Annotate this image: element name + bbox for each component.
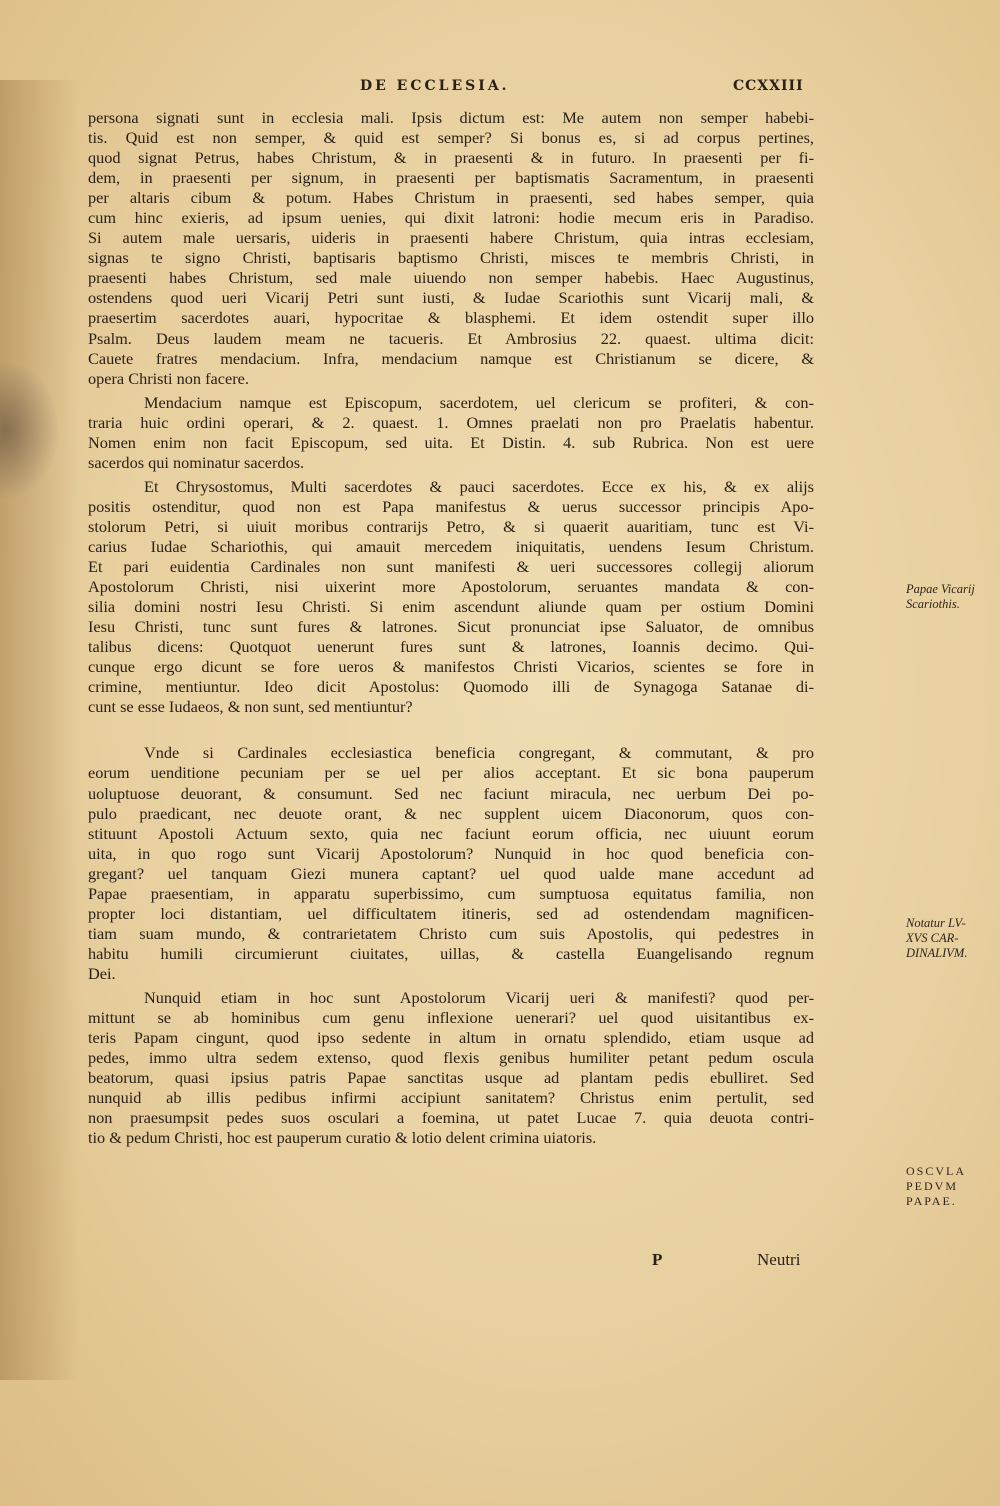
paragraph [88, 743, 814, 984]
text-line: Papae praesentiam, in apparatu superbissimo, cum sumptuosa equitatus familia, non [88, 883, 814, 903]
text-line: sacerdos qui nominatur sacerdos. [88, 452, 305, 472]
text-line: Dei. [88, 963, 116, 983]
text-line: gregant? uel tanquam Giezi munera captant? uel quod ualde mane accedunt ad [88, 863, 814, 883]
text-line: talibus dicens: Quotquot uenerunt fures sunt & latrones, Ioannis decimo. Qui- [88, 637, 814, 657]
text-line: pedes, immo ultra sedem extenso, quod flexis genibus humiliter petant pedum oscula [88, 1048, 814, 1068]
marginal-note-line: Scariothis. [906, 597, 960, 611]
text-line: Apostolorum Christi, nisi uixerint more Apostolorum, seruantes mandata & con- [88, 577, 814, 597]
text-line: tiam suam mundo, & contrarietatem Christo cum suis Apostolis, qui pedestres in [88, 923, 814, 943]
marginal-note-line: DINALIVM. [906, 946, 968, 960]
text-line: Nomen enim non facit Episcopum, sed uita. Et Distin. 4. sub Rubrica. Non est uere [88, 432, 814, 452]
text-line: stolorum Petri, si uiuit moribus contrarijs Petro, & si quaerit auaritiam, tunc est Vi- [88, 516, 814, 536]
running-header [0, 78, 1000, 102]
text-line: cunt se esse Iudaeos, & non sunt, sed mentiuntur? [88, 697, 413, 717]
text-line: quod signat Petrus, habes Christum, & in praesenti & in futuro. In praesenti per fi- [88, 148, 814, 168]
text-line: Mendacium namque est Episcopum, sacerdotem, uel clericum se profiteri, & con- [144, 392, 814, 412]
marginal-note-lvxvs [906, 916, 967, 961]
running-title: DE ECCLESIA. [360, 78, 510, 94]
text-line: Iesu Christi, tunc sunt fures & latrones. Sicut pronunciat ipse Saluator, de omnibus [88, 617, 814, 637]
paragraph [88, 108, 814, 389]
text-line: habitu humili circumierunt ciuitates, uillas, & castella Euangelisando regnum [88, 943, 814, 963]
text-line: non praesumpsit pedes suos osculari a foemina, ut patet Lucae 7. quia deuota contri- [88, 1108, 814, 1128]
text-line: ostendens quod ueri Vicarij Petri sunt iusti, & Iudae Scariothis sunt Vicarij mali, & [88, 288, 814, 308]
marginal-note-line: XVS CAR- [906, 931, 959, 945]
text-line: tio & pedum Christi, hoc est pauperum curatio & lotio delent crimina uiatoris. [88, 1128, 597, 1148]
text-line: carius Iudae Schariothis, qui amauit mercedem iniquitatis, uendens Iesum Christum. [88, 536, 814, 556]
text-line: teris Papam cingunt, quod ipso sedente in altum in ornatu splendido, etiam usque ad [88, 1028, 814, 1048]
text-line: beatorum, quasi ipsius patris Papae sanctitas usque ad plantam pedis ebulliret. Sed [88, 1068, 814, 1088]
text-line: dem, in praesenti per signum, in praesenti per baptismatis Sacramentum, in praesenti [88, 168, 814, 188]
text-line: silia domini nostri Iesu Christi. Si enim ascendunt aliunde quam per ostium Domini [88, 597, 814, 617]
text-line: Nunquid etiam in hoc sunt Apostolorum Vicarij ueri & manifesti? quod per- [144, 987, 814, 1007]
text-line: Vnde si Cardinales ecclesiastica beneficia congregant, & commutant, & pro [144, 743, 814, 763]
text-line: Si autem male uersaris, uideris in praesenti habere Christum, quia intras ecclesiam, [88, 228, 814, 248]
text-line: stituunt Apostoli Actuum sexto, quia nec faciunt eorum officia, nec uiuunt eorum [88, 823, 814, 843]
text-line: praesenti habes Christum, sed male uiuendo non semper habebis. Haec Augustinus, [88, 268, 814, 288]
catchword: Neutri [757, 1250, 801, 1269]
main-text-block [88, 108, 975, 1208]
text-line: nunquid ab illis pedibus infirmi accipiunt sanitatem? Christus enim pertulit, sed [88, 1088, 814, 1108]
text-line: opera Christi non facere. [88, 368, 249, 388]
page-edge-spot [0, 360, 60, 500]
text-line: traria huic ordini operari, & 2. quaest. 1. Omnes praelati non pro Praelatis habentur. [88, 412, 814, 432]
text-line: pulo praedicant, nec deuote orant, & nec supplent uicem Diaconorum, quos con- [88, 803, 814, 823]
marginal-note-line: PEDVM [906, 1179, 959, 1193]
text-line: Cauete fratres mendacium. Infra, mendacium namque est Christianum se dicere, & [88, 348, 814, 368]
paragraph [88, 393, 814, 473]
text-line: cunque ergo dicunt se fore ueros & manifestos Christi Vicarios, scientes se fore in [88, 657, 814, 677]
text-line: uita, in quo rogo sunt Vicarij Apostolorum? Nunquid in hoc quod beneficia con- [88, 843, 814, 863]
text-line: Et Chrysostomus, Multi sacerdotes & pauci sacerdotes. Ecce ex his, & ex alijs [144, 476, 814, 496]
page-footer [0, 1250, 1000, 1272]
paragraph [88, 988, 814, 1148]
marginal-note-line: Papae Vicarij [906, 582, 975, 596]
text-line: mittunt se ab hominibus cum genu inflexione uenerari? uel quod uisitantibus ex- [88, 1008, 814, 1028]
folio-number: CCXXIII [733, 78, 804, 94]
text-line: Psalm. Deus laudem meam ne tacueris. Et Ambrosius 22. quaest. ultima dicit: [88, 328, 814, 348]
text-line: eorum uenditione pecuniam per se uel per alios acceptant. Et sic bona pauperum [88, 763, 814, 783]
marginal-note-papae-vicarij [906, 582, 975, 612]
signature-mark: P [652, 1250, 663, 1269]
text-line: persona signati sunt in ecclesia mali. Ipsis dictum est: Me autem non semper habebi- [88, 108, 814, 127]
page-edge-stain [0, 80, 80, 1380]
text-line: cum hinc exieris, ad ipsum uenies, qui dixit latroni: hodie mecum eris in Paradiso. [88, 208, 814, 228]
marginal-note-line: Notatur LV- [906, 916, 966, 930]
text-line: positis ostenditur, quod non est Papa manifestus & uerus successor principis Apo- [88, 496, 814, 516]
text-line: Et pari euidentia Cardinales non sunt manifesti & ueri successores collegij aliorum [88, 557, 814, 577]
paragraph-gap [88, 717, 814, 743]
marginal-note-line: PAPAE. [906, 1194, 957, 1208]
marginal-note-oscula-pedum [906, 1164, 966, 1209]
paragraph [88, 477, 814, 718]
text-line: per altaris cibum & potum. Habes Christum in praesenti, sed habes semper, quia [88, 188, 814, 208]
text-line: signas te signo Christi, baptisaris baptismo Christi, misces te membris Christi, in [88, 248, 814, 268]
text-line: crimine, mentiuntur. Ideo dicit Apostolus: Quomodo illi de Synagoga Satanae di- [88, 677, 814, 697]
text-line: uoluptuose deuorant, & consumunt. Sed nec faciunt miracula, nec uerbum Dei po- [88, 783, 814, 803]
text-line: propter loci distantiam, uel difficultatem itineris, sed ad ostendendam magnificen- [88, 903, 814, 923]
text-line: tis. Quid est non semper, & quid est semper? Si bonus es, si ad corpus pertines, [88, 128, 814, 148]
text-line: praesertim sacerdotes auari, hypocritae & blasphemi. Et idem ostendit super illo [88, 308, 814, 328]
marginal-note-line: OSCVLA [906, 1164, 967, 1178]
